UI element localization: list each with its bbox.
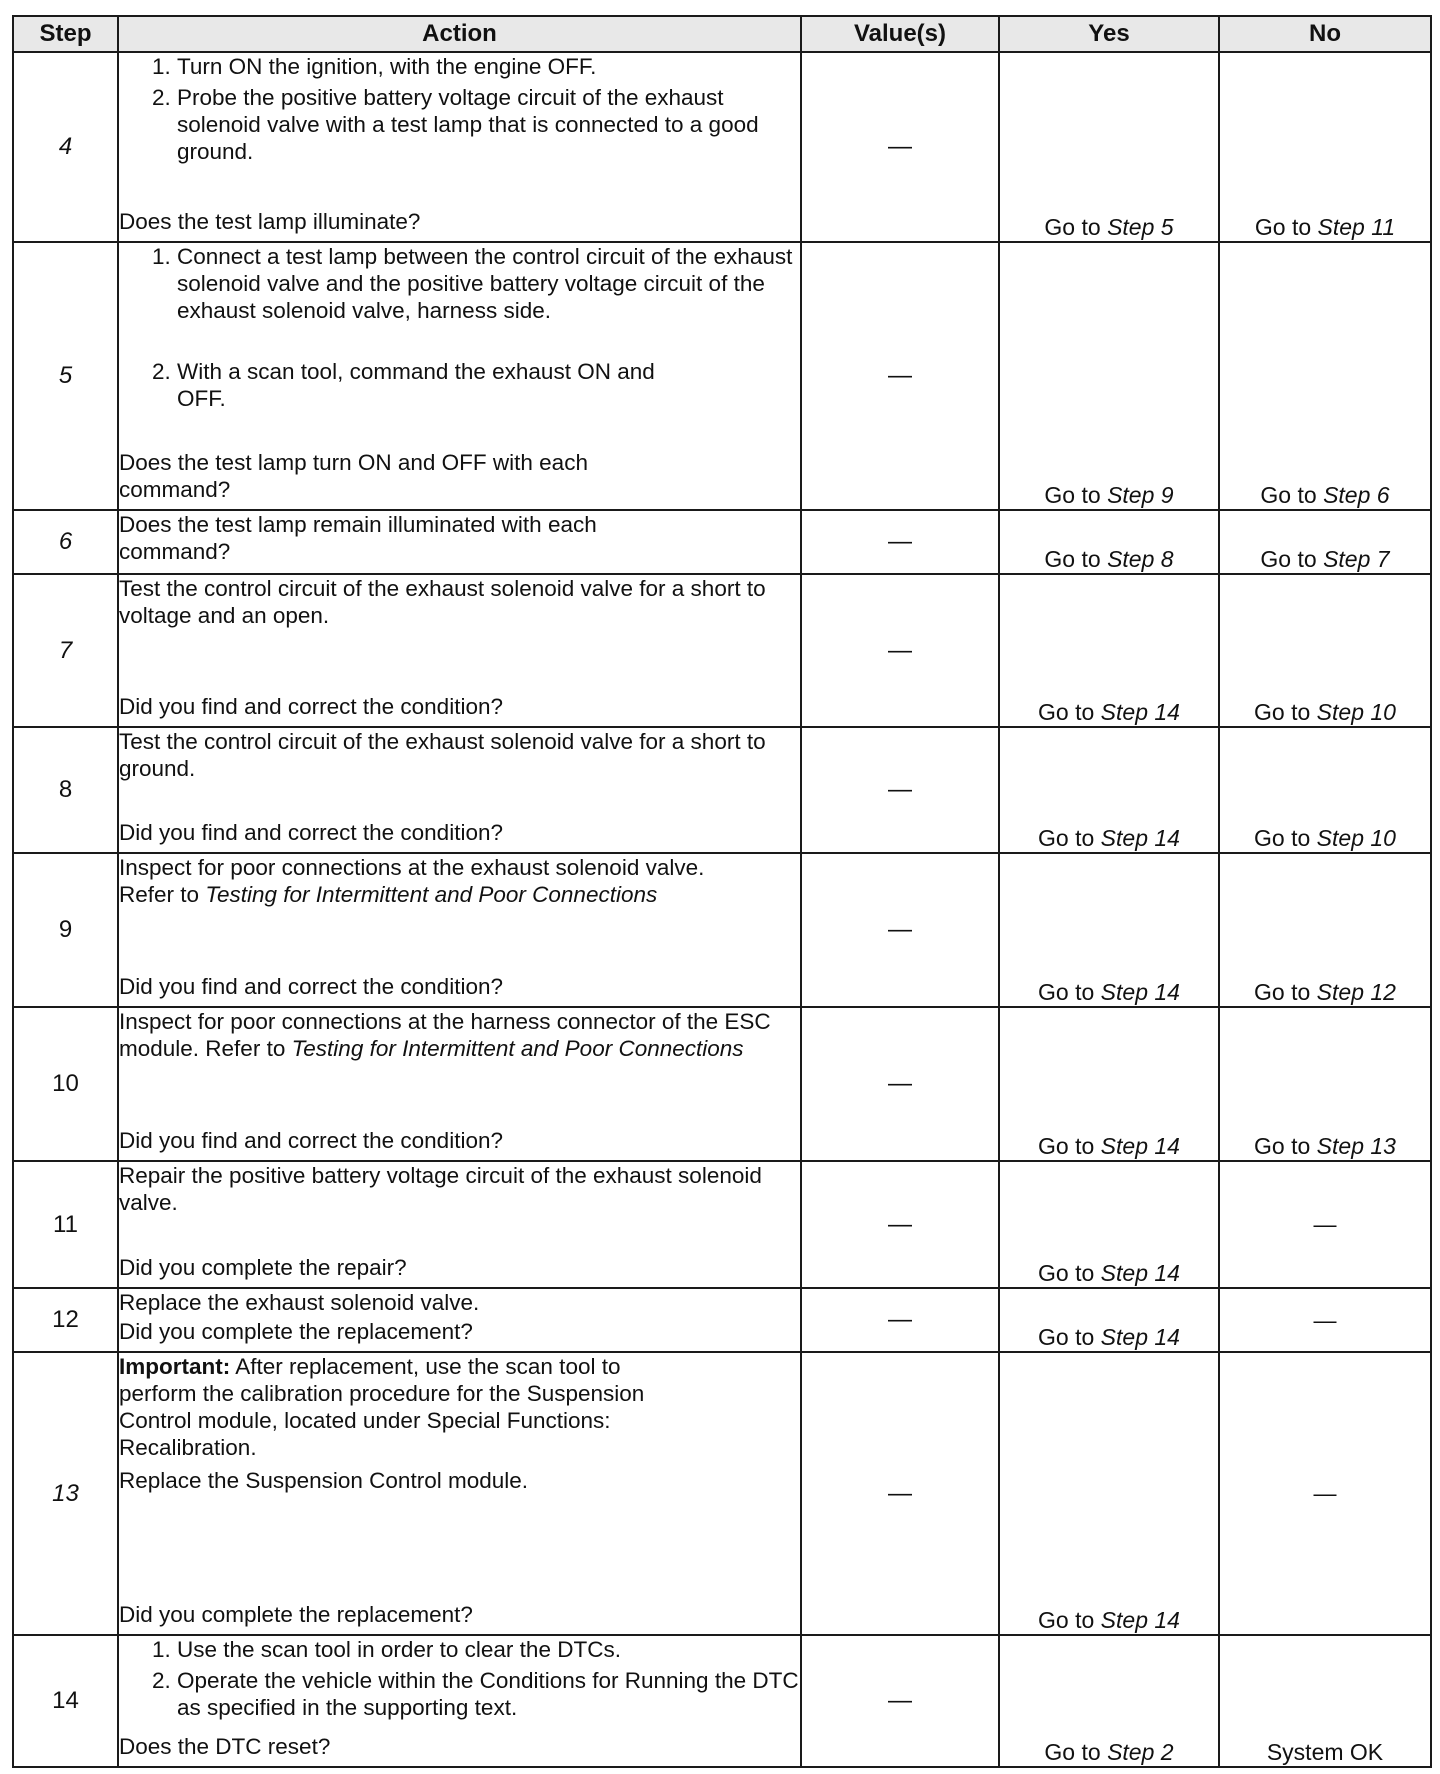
- action-text-part: Inspect for poor connections at the harness connector of the ESC module. Refer to: [119, 1009, 771, 1061]
- action-text: Repair the positive battery voltage circuit of the exhaust solenoid valve.: [119, 1163, 762, 1215]
- goto-prefix: Go to: [1038, 1133, 1095, 1159]
- no-cell: [1219, 242, 1431, 510]
- action-cell: [118, 1161, 801, 1288]
- yes-cell: [999, 574, 1219, 727]
- value-dash: —: [888, 528, 912, 555]
- action-step-item: 2. Probe the positive battery voltage circuit of the exhaust solenoid valve with a test lamp that is connected to a good ground.: [177, 84, 800, 165]
- goto-step-link[interactable]: Step 14: [1100, 1607, 1180, 1633]
- action-question: Did you complete the replacement?: [119, 1319, 473, 1344]
- goto-step-link[interactable]: Step 14: [1100, 1324, 1180, 1350]
- header-yes: Yes: [999, 16, 1219, 52]
- action-steps: [119, 243, 800, 416]
- action-step-item: 2. Operate the vehicle within the Conditions for Running the DTC as specified in the supporting text.: [177, 1667, 800, 1721]
- goto-prefix: Go to: [1044, 1739, 1101, 1765]
- table-row: [13, 510, 1431, 574]
- no-cell: [1219, 510, 1431, 574]
- action-steps: [119, 53, 800, 169]
- action-cell: [118, 1635, 801, 1767]
- goto-step-link[interactable]: Step 14: [1100, 1133, 1180, 1159]
- action-cell: [118, 242, 801, 510]
- value-cell: [801, 1352, 999, 1635]
- goto-prefix: Go to: [1038, 1607, 1095, 1633]
- no-cell: [1219, 1352, 1431, 1635]
- action-cell: [118, 510, 801, 574]
- system-ok-text: System OK: [1266, 1739, 1384, 1765]
- step-number: 13: [13, 1352, 118, 1635]
- value-dash: —: [888, 1687, 912, 1714]
- step-number: 6: [13, 510, 118, 574]
- value-cell: [801, 242, 999, 510]
- goto-prefix: Go to: [1260, 546, 1317, 572]
- table-row: [13, 1635, 1431, 1767]
- action-text: [119, 854, 800, 908]
- action-question: Does the test lamp illuminate?: [119, 209, 421, 234]
- action-text: Test the control circuit of the exhaust solenoid valve for a short to ground.: [119, 729, 766, 781]
- action-cell: [118, 853, 801, 1007]
- table-header-row: [13, 16, 1431, 52]
- no-cell: [1219, 1635, 1431, 1767]
- value-cell: [801, 853, 999, 1007]
- yes-cell: [999, 1007, 1219, 1161]
- step-number: 7: [13, 574, 118, 727]
- action-question: Did you find and correct the condition?: [119, 820, 503, 845]
- value-cell: [801, 1635, 999, 1767]
- header-no: No: [1219, 16, 1431, 52]
- value-dash: —: [888, 1070, 912, 1097]
- yes-cell: [999, 1352, 1219, 1635]
- value-cell: [801, 1288, 999, 1352]
- action-question: Does the test lamp remain illuminated with each command?: [119, 512, 597, 564]
- value-dash: —: [888, 776, 912, 803]
- action-question: Does the DTC reset?: [119, 1734, 331, 1759]
- action-cell: [118, 1352, 801, 1635]
- value-dash: —: [888, 1210, 912, 1238]
- table-row: [13, 1288, 1431, 1352]
- step-number: 14: [13, 1635, 118, 1767]
- action-question: Does the test lamp turn ON and OFF with each command?: [119, 450, 588, 502]
- table-row: [13, 52, 1431, 242]
- goto-step-link[interactable]: Step 6: [1323, 482, 1390, 508]
- header-action: Action: [118, 16, 801, 52]
- goto-prefix: Go to: [1044, 546, 1101, 572]
- goto-prefix: Go to: [1254, 825, 1311, 851]
- goto-step-link[interactable]: Step 2: [1107, 1739, 1174, 1765]
- action-cell: [118, 574, 801, 727]
- step-number: 9: [13, 853, 118, 1007]
- step-number: 12: [13, 1288, 118, 1352]
- value-dash: —: [888, 636, 912, 664]
- action-cell: [118, 52, 801, 242]
- table-row: [13, 574, 1431, 727]
- header-values: Value(s): [801, 16, 999, 52]
- goto-step-link[interactable]: Step 14: [1100, 699, 1180, 725]
- goto-step-link[interactable]: Step 14: [1100, 979, 1180, 1005]
- table-row: [13, 242, 1431, 510]
- value-dash: —: [1313, 1211, 1337, 1237]
- no-cell: [1219, 574, 1431, 727]
- value-cell: [801, 1161, 999, 1288]
- action-text: Test the control circuit of the exhaust solenoid valve for a short to voltage and an open.: [119, 576, 766, 628]
- goto-prefix: Go to: [1038, 699, 1095, 725]
- diagnostic-table: [12, 15, 1432, 1768]
- step-number: 4: [13, 52, 118, 242]
- goto-step-link[interactable]: Step 9: [1107, 482, 1174, 508]
- value-dash: —: [888, 1479, 912, 1507]
- goto-prefix: Go to: [1254, 699, 1311, 725]
- action-text: [119, 1008, 800, 1062]
- value-dash: —: [888, 362, 912, 389]
- action-steps: [119, 1636, 800, 1725]
- important-label: Important:: [119, 1354, 231, 1379]
- goto-prefix: Go to: [1254, 979, 1311, 1005]
- step-number: 5: [13, 242, 118, 510]
- goto-step-link[interactable]: Step 10: [1316, 699, 1396, 725]
- value-dash: —: [888, 916, 912, 943]
- yes-cell: [999, 510, 1219, 574]
- step-number: 10: [13, 1007, 118, 1161]
- action-question: Did you find and correct the condition?: [119, 694, 503, 719]
- yes-cell: [999, 242, 1219, 510]
- action-step-item: 2. With a scan tool, command the exhaust ON and OFF.: [177, 358, 800, 412]
- yes-cell: [999, 1635, 1219, 1767]
- goto-step-link[interactable]: Step 10: [1316, 825, 1396, 851]
- no-cell: [1219, 1288, 1431, 1352]
- action-question: Did you complete the repair?: [119, 1255, 407, 1280]
- no-cell: [1219, 1161, 1431, 1288]
- no-cell: [1219, 853, 1431, 1007]
- action-cell: [118, 1007, 801, 1161]
- important-text: After replacement, use the scan tool to perform the calibration procedure for the Suspension Control module, located under Special Functions: Recalibration.: [119, 1354, 645, 1460]
- reference-link[interactable]: Testing for Intermittent and Poor Connections: [205, 882, 658, 907]
- goto-prefix: Go to: [1038, 825, 1095, 851]
- no-cell: [1219, 727, 1431, 853]
- yes-cell: [999, 727, 1219, 853]
- value-dash: —: [1313, 1306, 1337, 1333]
- action-cell: [118, 1288, 801, 1352]
- goto-prefix: Go to: [1254, 1133, 1311, 1159]
- value-dash: —: [888, 133, 912, 160]
- yes-cell: [999, 52, 1219, 242]
- goto-prefix: Go to: [1260, 482, 1317, 508]
- action-question: Did you find and correct the condition?: [119, 1128, 503, 1153]
- action-text: Replace the Suspension Control module.: [119, 1468, 528, 1493]
- goto-step-link[interactable]: Step 14: [1100, 825, 1180, 851]
- goto-step-link[interactable]: Step 12: [1316, 979, 1396, 1005]
- goto-step-link[interactable]: Step 13: [1316, 1133, 1396, 1159]
- table-row: [13, 853, 1431, 1007]
- no-cell: [1219, 52, 1431, 242]
- yes-cell: [999, 853, 1219, 1007]
- goto-prefix: Go to: [1254, 214, 1312, 240]
- value-dash: —: [888, 1306, 912, 1333]
- header-step: Step: [13, 16, 118, 52]
- goto-prefix: Go to: [1038, 1260, 1095, 1286]
- value-dash: —: [1313, 1480, 1337, 1506]
- goto-step-link[interactable]: Step 8: [1107, 546, 1174, 572]
- action-text-part: Inspect for poor connections at the exhaust solenoid valve. Refer to: [119, 855, 705, 907]
- goto-prefix: Go to: [1044, 214, 1101, 240]
- no-cell: [1219, 1007, 1431, 1161]
- reference-link[interactable]: Testing for Intermittent and Poor Connections: [291, 1036, 744, 1061]
- goto-step-link[interactable]: Step 14: [1100, 1260, 1180, 1286]
- goto-step-link[interactable]: Step 5: [1107, 214, 1174, 240]
- goto-prefix: Go to: [1038, 979, 1095, 1005]
- action-step-item: 1. Connect a test lamp between the control circuit of the exhaust solenoid valve and the positive battery voltage circuit of the exhaust solenoid valve, harness side.: [177, 243, 800, 324]
- action-question: Did you find and correct the condition?: [119, 974, 503, 999]
- value-cell: [801, 52, 999, 242]
- important-note: [119, 1353, 800, 1461]
- step-number: 8: [13, 727, 118, 853]
- action-step-item: 1. Use the scan tool in order to clear the DTCs.: [177, 1636, 800, 1663]
- value-cell: [801, 510, 999, 574]
- value-cell: [801, 574, 999, 727]
- action-cell: [118, 727, 801, 853]
- goto-step-link[interactable]: Step 11: [1317, 214, 1396, 240]
- yes-cell: [999, 1161, 1219, 1288]
- table-row: [13, 1352, 1431, 1635]
- goto-prefix: Go to: [1044, 482, 1101, 508]
- step-number: 11: [13, 1161, 118, 1288]
- table-row: [13, 727, 1431, 853]
- goto-prefix: Go to: [1038, 1324, 1095, 1350]
- action-step-item: 1. Turn ON the ignition, with the engine OFF.: [177, 53, 800, 80]
- action-text: Replace the exhaust solenoid valve.: [119, 1290, 480, 1315]
- value-cell: [801, 1007, 999, 1161]
- value-cell: [801, 727, 999, 853]
- action-question: Did you complete the replacement?: [119, 1602, 473, 1627]
- yes-cell: [999, 1288, 1219, 1352]
- goto-step-link[interactable]: Step 7: [1323, 546, 1390, 572]
- table-row: [13, 1007, 1431, 1161]
- table-row: [13, 1161, 1431, 1288]
